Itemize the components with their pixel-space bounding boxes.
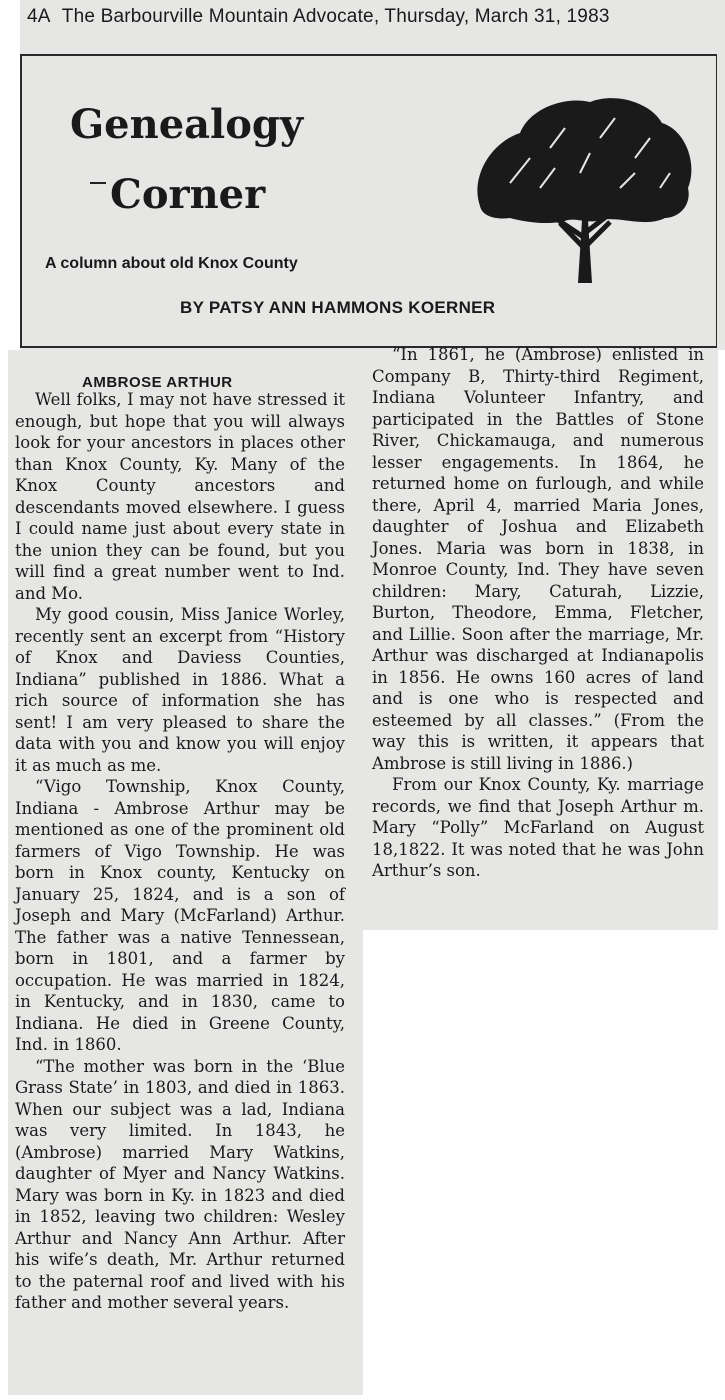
column-title-line1: Genealogy [70,101,304,148]
tree-icon [470,88,695,288]
title-dash [90,182,106,184]
paragraph: “In 1861, he (Ambrose) enlisted in Company B, Thirty-third Regiment, Indiana Volunteer Infantry, and participated in the Battles of Stone River, Chickamauga, and numerous lesser engagements. In 1864, he returned home on furlough, and while there, April 4, married Maria Jones, daughter of Joshua and Elizabeth Jones. Maria was born in 1838, in Monroe County, Ind. They have seven children: Mary, Caturah, Lizzie, Burton, Theodore, Emma, Fletcher, and Lillie. Soon after the marriage, Mr. Arthur was discharged at Indianapolis in 1856. He owns 160 acres of land and is one who is respected and esteemed by all classes.” (From the way this is written, it appears that Ambrose is still living in 1886.) [372,345,704,773]
article-heading: AMBROSE ARTHUR [82,374,233,391]
paragraph: Well folks, I may not have stressed it enough, but hope that you will always look for your ancestors in places other than Knox County, Ky. Many of the Knox County ancestors and descendants moved elsewhere. I guess I could name just about every state in the union they can be found, but you will find a great number went to Ind. and Mo. [15,390,345,603]
page-number: 4A [27,6,51,27]
paragraph: “Vigo Township, Knox County, Indiana - Ambrose Arthur may be mentioned as one of the prominent old farmers of Vigo Township. He was born in Knox county, Kentucky on January 25, 1824, and is a son of Joseph and Mary (McFarland) Arthur. The father was a native Tennessean, born in 1801, and a farmer by occupation. He was married in 1824, in Kentucky, and in 1830, came to Indiana. He died in Greene County, Ind. in 1860. [15,777,345,1054]
column-title-line2: Corner [110,171,266,218]
paragraph: My good cousin, Miss Janice Worley, recently sent an excerpt from “History of Knox and Daviess Counties, Indiana” published in 1886. What a rich source of information she has sent! I am very pleased to share the data with you and know you will enjoy it as much as me. [15,605,345,775]
paragraph: “The mother was born in the ‘Blue Grass State’ in 1803, and died in 1863. When our subject was a lad, Indiana was very limited. In 1843, he (Ambrose) married Mary Watkins, daughter of Myer and Nancy Watkins. Mary was born in Ky. in 1823 and died in 1852, leaving two children: Wesley Arthur and Nancy Ann Arthur. After his wife’s death, Mr. Arthur returned to the paternal roof and lived with his father and mother several years. [15,1056,345,1312]
paragraph: From our Knox County, Ky. marriage records, we find that Joseph Arthur m. Mary “Polly” McFarland on August 18,1822. It was noted that he was John Arthur’s son. [372,775,704,880]
article-right-column [372,344,704,882]
column-subtitle: A column about old Knox County [45,255,298,272]
masthead-text: The Barbourville Mountain Advocate, Thursday, March 31, 1983 [61,6,610,27]
article-left-column [15,389,345,1314]
newspaper-masthead [27,6,610,28]
byline: BY PATSY ANN HAMMONS KOERNER [180,298,496,317]
